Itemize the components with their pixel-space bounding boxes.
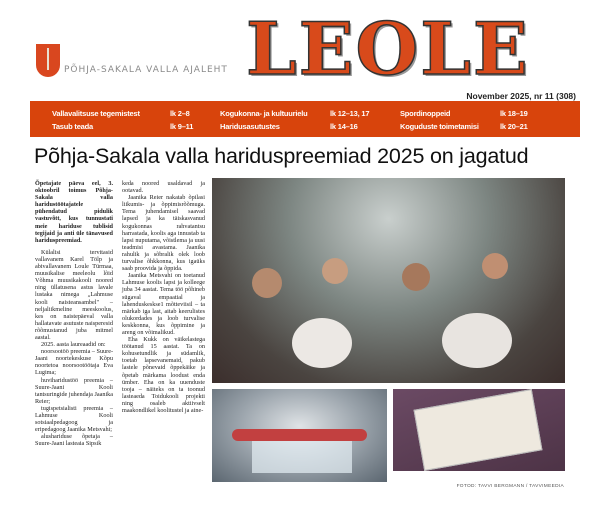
toc-label[interactable]: Tasub teada bbox=[52, 122, 94, 131]
article-paragraph: Jaanika Reier nakatab õpilasi liikumis- ja õppimisrõõmuga. Tema juhendamisel saavad lapsed ja ka täiskasvanud kogukonnas rahvatantsu harrastada, koolis aga innustab ta lapsi nuputama, võistlema ja uusi teadmisi avastama. Jaanika rahulik ja sõbralik olek loob turvalise õhkkonna, kus igaüks saab proovida ja õppida. bbox=[122, 194, 205, 273]
article-paragraph: Külalisi tervitasid vallavanem Karel Tölp ja abivallavanem Loule Türmaa, muusikalise meeleolu lõid Võhma muusikakooli noored ning üllatusena astus lavale lustaka nimega „Lahmuse kooli naisteansambel" – neljaliikmeline meeskoolus, kes on naistepäeval valla hallatavate asutuste naisperesid rõõmustanud juba mitmel aastal. bbox=[35, 248, 113, 341]
article-paragraph: tugispetsialisti preemia – Lahmuse Kooli sotsiaalpedagoog ja eripedagoog Jaanika Metsvahi; bbox=[35, 404, 113, 434]
masthead-logo: LEOLE bbox=[246, 6, 530, 91]
toc-pages: lk 20–21 bbox=[500, 122, 528, 131]
article-headline: Põhja-Sakala valla hariduspreemiad 2025 on jagatud bbox=[34, 144, 529, 168]
article-paragraph: Jaanika Metsvahi on toetanud Lahmuse koolis lapsi ja kolleege juba 34 aastat. Tema töö põhineb sügaval empaatial ja lahenduskeskse1 mõtteviisil – ta märkab iga last, aitab keerulistes olukordades ja loob turvalise keskkonna, kus õppimine ja areng on võimalikud. bbox=[122, 272, 205, 336]
coat-of-arms-logo bbox=[36, 44, 60, 77]
toc-label[interactable]: Spordinoppeid bbox=[400, 109, 451, 118]
toc-label[interactable]: Vallavalitsuse tegemistest bbox=[52, 109, 140, 118]
photo-credit: FOTOD: TAVVI BERGMANN / TAVVIMEEDIA bbox=[456, 484, 564, 489]
article-paragraph: alushariduse õpetaja – Suure-Jaani lasteaia Sipsik bbox=[35, 433, 113, 448]
photo-award-ceremony-audience bbox=[212, 178, 565, 383]
toc-pages: lk 12–13, 17 bbox=[330, 109, 370, 118]
article-paragraph: keda noored usaldavad ja ootavad. bbox=[122, 180, 205, 195]
toc-label[interactable]: Koguduste toimetamisi bbox=[400, 122, 479, 131]
photo-award-trophies bbox=[212, 389, 387, 482]
article-column-1 bbox=[35, 180, 113, 447]
table-of-contents bbox=[30, 101, 580, 137]
toc-pages: lk 18–19 bbox=[500, 109, 528, 118]
toc-pages: lk 2–8 bbox=[170, 109, 190, 118]
article-paragraph: Eha Kukk on väikelastega töötanud 15 aastat. Ta on kohusetundlik ja südamlik, toetab lapsevanemaid, pakub lastele põnevaid õppekäike ja õpetab märkama loodust enda ümber. Eha on ka uuenduste tooja – näiteks on ta toonud lasteaeda Toidukooli projekti ning osaleb aktiivselt maakondlikel koolitustel ja aine- bbox=[122, 336, 205, 414]
article-lead: Õpetajate päeva eel, 3. oktoobril toimus Põhja-Sakala valla haridustöötajatele pühendatud pidulik vastuvõtt, kus tunnustati meie hariduse tublisid tegijaid ja anti üle tänavused hariduspreemiad. bbox=[35, 180, 113, 244]
article-paragraph: huviharidustöö preemia – Suure-Jaani Kooli tantsuringide juhendaja Jaanika Reier; bbox=[35, 376, 114, 405]
photo-guest-book bbox=[393, 389, 565, 471]
toc-label[interactable]: Kogukonna- ja kultuurielu bbox=[220, 109, 308, 118]
article-paragraph: 2025. aasta laureaadid on: bbox=[41, 341, 106, 349]
toc-label[interactable]: Haridusasutustes bbox=[220, 122, 280, 131]
toc-pages: lk 9–11 bbox=[170, 122, 194, 131]
article-column-2 bbox=[122, 180, 205, 414]
toc-pages: lk 14–16 bbox=[330, 122, 358, 131]
article-paragraph: noorsootöö preemia – Suure-Jaani noortekeskuse Kõpu noortetoa noorsootöötaja Eva Lugima; bbox=[35, 348, 113, 377]
tagline: PÕHJA-SAKALA VALLA AJALEHT bbox=[64, 65, 228, 75]
issue-info: November 2025, nr 11 (308) bbox=[466, 91, 576, 101]
